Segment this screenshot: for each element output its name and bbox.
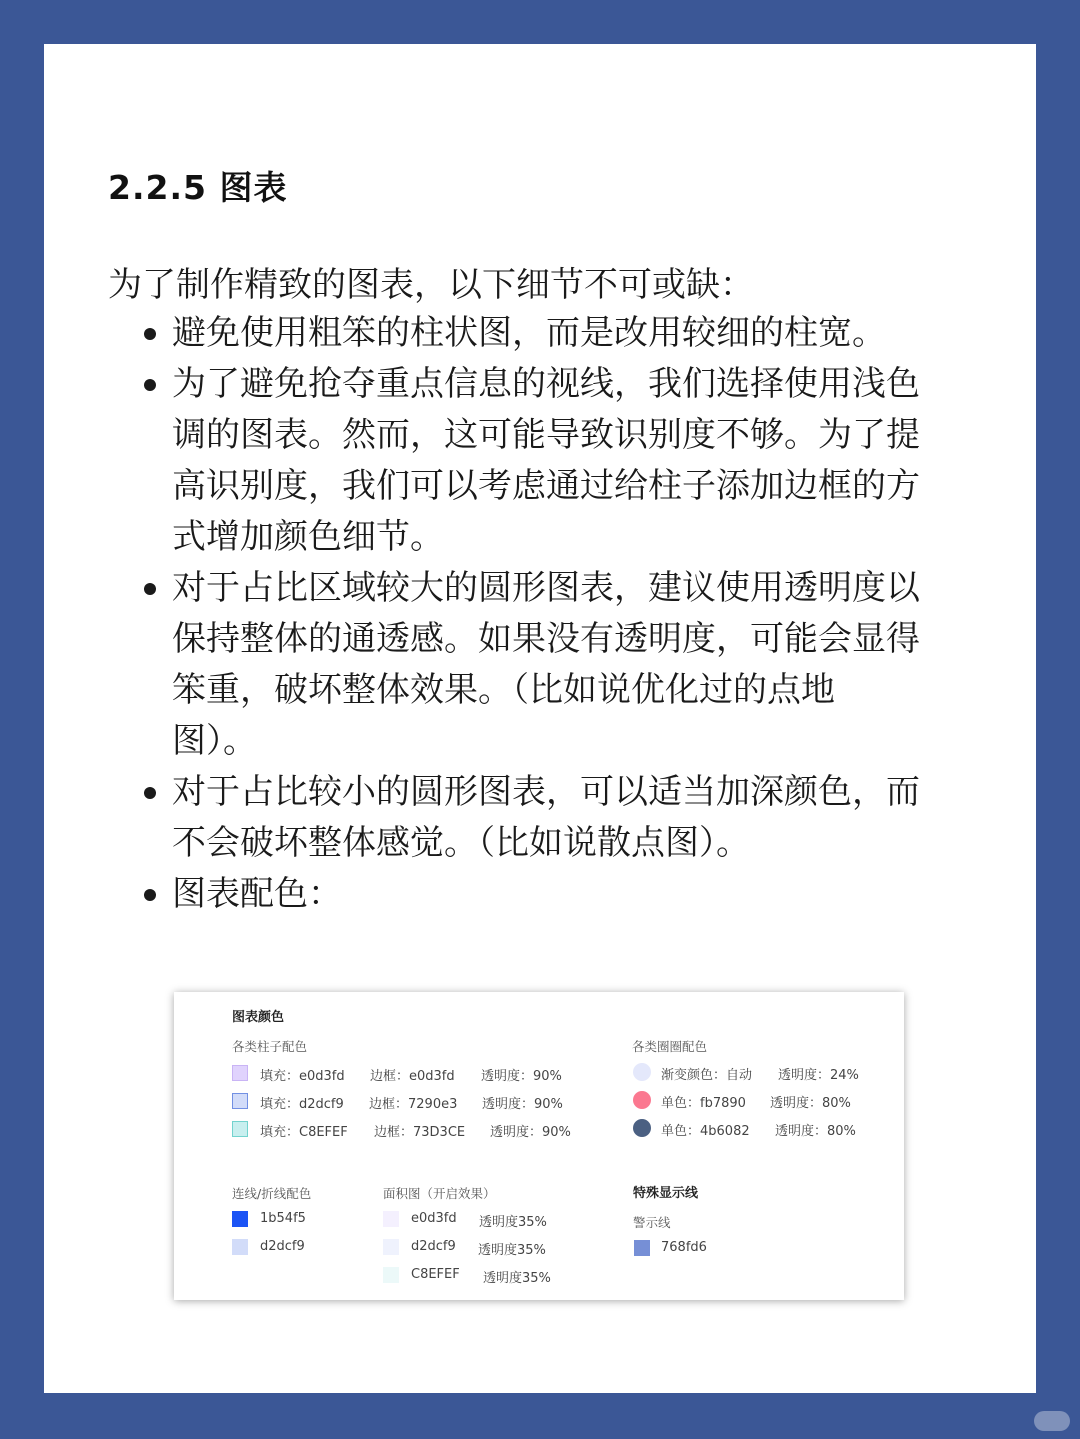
bullet-line: 式增加颜色细节。 bbox=[172, 517, 444, 557]
bullet-dot-icon bbox=[144, 889, 156, 901]
area-colors-subtitle: 面积图（开启效果） bbox=[383, 1186, 496, 1201]
bullet-line: 对于占比区域较大的圆形图表，建议使用透明度以 bbox=[172, 568, 920, 608]
area-color-label: e0d3fd bbox=[411, 1211, 457, 1226]
bullet-dot-icon bbox=[144, 583, 156, 595]
area-opacity-label: 透明度35% bbox=[478, 1243, 546, 1258]
area-swatch bbox=[383, 1267, 399, 1283]
document-page bbox=[44, 44, 1036, 1393]
bullet-line: 为了避免抢夺重点信息的视线，我们选择使用浅色 bbox=[172, 364, 920, 404]
circle-color-label: 单色：fb7890 bbox=[661, 1096, 746, 1111]
circle-opacity-label: 透明度：80% bbox=[775, 1124, 856, 1139]
circle-swatch bbox=[633, 1119, 651, 1137]
bullet-item bbox=[108, 563, 968, 767]
bar-fill-label: 填充：d2dcf9 bbox=[260, 1097, 344, 1112]
circle-color-label: 单色：4b6082 bbox=[661, 1124, 750, 1139]
bar-border-label: 边框：e0d3fd bbox=[370, 1069, 455, 1084]
area-opacity-label: 透明度35% bbox=[483, 1271, 551, 1286]
section-heading: 2.2.5 图表 bbox=[108, 168, 288, 207]
circle-swatch bbox=[633, 1091, 651, 1109]
bar-swatch bbox=[232, 1093, 248, 1109]
bar-border-label: 边框：7290e3 bbox=[369, 1097, 458, 1112]
warning-line-swatch bbox=[634, 1240, 650, 1256]
bar-fill-label: 填充：C8EFEF bbox=[260, 1125, 348, 1140]
circle-color-label: 渐变颜色：自动 bbox=[661, 1068, 753, 1083]
warning-line-color-label: 768fd6 bbox=[661, 1240, 707, 1255]
line-swatch bbox=[232, 1211, 248, 1227]
bar-colors-subtitle: 各类柱子配色 bbox=[232, 1039, 308, 1054]
circle-swatch bbox=[633, 1063, 651, 1081]
circle-opacity-label: 透明度：80% bbox=[770, 1096, 851, 1111]
special-line-title: 特殊显示线 bbox=[633, 1186, 699, 1201]
bullet-line: 对于占比较小的圆形图表，可以适当加深颜色，而 bbox=[172, 772, 920, 812]
line-color-label: d2dcf9 bbox=[260, 1239, 305, 1254]
circle-opacity-label: 透明度：24% bbox=[778, 1068, 859, 1083]
warning-line-subtitle: 警示线 bbox=[633, 1215, 671, 1230]
bar-fill-label: 填充：e0d3fd bbox=[260, 1069, 345, 1084]
circle-colors-subtitle: 各类圈圈配色 bbox=[632, 1039, 708, 1054]
bullet-dot-icon bbox=[144, 328, 156, 340]
area-color-label: d2dcf9 bbox=[411, 1239, 456, 1254]
bar-opacity-label: 透明度：90% bbox=[481, 1069, 562, 1084]
color-palette-card bbox=[174, 992, 904, 1300]
line-colors-subtitle: 连线/折线配色 bbox=[232, 1186, 312, 1201]
area-swatch bbox=[383, 1239, 399, 1255]
intro-paragraph: 为了制作精致的图表，以下细节不可或缺： bbox=[108, 265, 754, 305]
bullet-item bbox=[108, 359, 968, 563]
bullet-item bbox=[108, 767, 968, 869]
bullet-dot-icon bbox=[144, 379, 156, 391]
bullet-line: 高识别度，我们可以考虑通过给柱子添加边框的方 bbox=[172, 466, 920, 506]
area-opacity-label: 透明度35% bbox=[479, 1215, 547, 1230]
line-swatch bbox=[232, 1239, 248, 1255]
bar-opacity-label: 透明度：90% bbox=[490, 1125, 571, 1140]
bullet-list bbox=[108, 308, 968, 920]
area-color-label: C8EFEF bbox=[411, 1267, 460, 1282]
bar-swatch bbox=[232, 1121, 248, 1137]
bar-border-label: 边框：73D3CE bbox=[374, 1125, 466, 1140]
bullet-item bbox=[108, 869, 968, 920]
line-color-label: 1b54f5 bbox=[260, 1211, 306, 1226]
bullet-line: 保持整体的通透感。如果没有透明度，可能会显得 bbox=[172, 619, 920, 659]
bullet-dot-icon bbox=[144, 787, 156, 799]
bullet-line: 不会破坏整体感觉。（比如说散点图）。 bbox=[172, 823, 750, 863]
bullet-line: 调的图表。然而，这可能导致识别度不够。为了提 bbox=[172, 415, 920, 455]
bullet-line: 图表配色： bbox=[172, 874, 342, 914]
bullet-item bbox=[108, 308, 968, 359]
bar-swatch bbox=[232, 1065, 248, 1081]
bullet-line: 笨重，破坏整体效果。（比如说优化过的点地 bbox=[172, 670, 835, 710]
bullet-line: 避免使用粗笨的柱状图，而是改用较细的柱宽。 bbox=[172, 313, 886, 353]
palette-title: 图表颜色 bbox=[232, 1010, 285, 1025]
watermark bbox=[1034, 1411, 1070, 1431]
bar-opacity-label: 透明度：90% bbox=[482, 1097, 563, 1112]
bullet-line: 图）。 bbox=[172, 721, 257, 761]
area-swatch bbox=[383, 1211, 399, 1227]
